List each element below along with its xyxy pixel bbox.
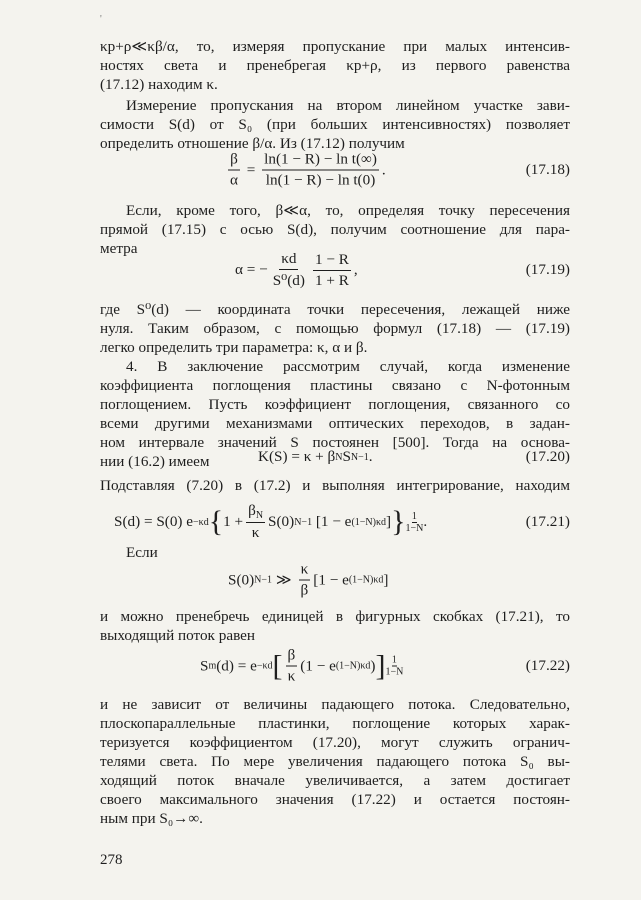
corner-mark: ' (100, 14, 102, 25)
text-line: своего максимального значения (17.22) и остается постоян- (100, 791, 570, 808)
text-line: где S⁰(d) — координата точки пересечения, лежащей ниже (100, 301, 570, 318)
text-line: 4. В заключение рассмотрим случай, когда изменение (126, 358, 570, 375)
equation-17-20: K(S) = κ + β N S N−1 . (17.20) (258, 448, 570, 465)
equation-17-22: S m (d) = e −κd [ $\frac{\beta}{\kappa}$ (1 − e (1−N)κd ) ] 1 1−N (17.22) (200, 646, 570, 685)
text-line: Если, кроме того, β≪α, то, определяя точку пересечения (126, 202, 570, 219)
text-line: телями света. По мере увеличения падающего потока S₀ вы- (100, 753, 570, 770)
equation-number: (17.19) (525, 261, 570, 278)
equation-17-19: α = − $\frac{\kappa d}{\text{S⁰(d)}}$ $\frac{1 - R}{1 + R}$ , (17.19) (235, 250, 570, 289)
equation-condition: S(0) N−1 ≫ $\frac{\kappa}{\beta}$ [1 − e (1−N)κd ] (228, 560, 389, 599)
text-line: прямой (17.15) с осью S(d), получим соотношение для пара- (100, 221, 570, 238)
text-line: (17.12) находим κ. (100, 76, 218, 93)
text-line: Подставляя (7.20) в (17.2) и выполняя интегрирование, находим (100, 477, 570, 494)
text-line: нуля. Таким образом, с помощью формул (17.18) — (17.19) (100, 320, 570, 337)
page-number: 278 (100, 852, 123, 868)
text-line: и можно пренебречь единицей в фигурных скобках (17.21), то (100, 608, 570, 625)
equation-number: (17.22) (525, 657, 570, 674)
text-line: метра (100, 240, 138, 257)
equation-17-18: $\frac{\beta}{\alpha}$ = $\frac{\text{ln(1 − R) − ln t(∞)}}{\text{ln(1 − R) − ln t(0)}}$ . (17.18) (230, 150, 570, 189)
text-line: легко определить три параметра: κ, α и β. (100, 339, 368, 356)
text-line: выходящий поток равен (100, 627, 256, 644)
text-line: теризуется коэффициентом (17.20), могут служить огранич- (100, 734, 570, 751)
text-line: ном интервале значений S постоянен [500]. Тогда на основа- (100, 434, 570, 451)
text-line: коэффициента поглощения пластины связано с N-фотонным (100, 377, 570, 394)
text-line: ным при S₀→∞. (100, 810, 203, 827)
text-line: ностях света и пренебрегая κр+ρ, из первого равенства (100, 57, 570, 74)
text-line: ходящий поток вначале увеличивается, а затем достигает (100, 772, 570, 789)
text-line: нии (16.2) имеем (100, 453, 210, 470)
text-line: определить отношение β/α. Из (17.12) получим (100, 135, 405, 152)
equation-17-21: S(d) = S(0) e −κd { 1 + $\frac{\beta_N}{\kappa}$ S(0) N−1 [1 − e (1−N)κd ] } 1 1−N . (17.21) (114, 502, 570, 541)
text-line: κр+ρ≪κβ/α, то, измеряя пропускание при малых интенсив- (100, 38, 570, 55)
text-line: поглощением. Пусть коэффициент поглощения, связанного со (100, 396, 570, 413)
text-line: всеми другими механизмами оптических переходов, в задан- (100, 415, 570, 432)
equation-number: (17.20) (525, 448, 570, 465)
text-line: плоскопараллельные пластинки, поглощение которых харак- (100, 715, 570, 732)
text-line: и не зависит от величины падающего потока. Следовательно, (100, 696, 570, 713)
text-line: Измерение пропускания на втором линейном участке зави- (126, 97, 570, 114)
text-line: симости S(d) от S₀ (при больших интенсивностях) позволяет (100, 116, 570, 133)
equation-number: (17.21) (525, 513, 570, 530)
equation-number: (17.18) (525, 161, 570, 178)
text-line: Если (126, 544, 158, 561)
